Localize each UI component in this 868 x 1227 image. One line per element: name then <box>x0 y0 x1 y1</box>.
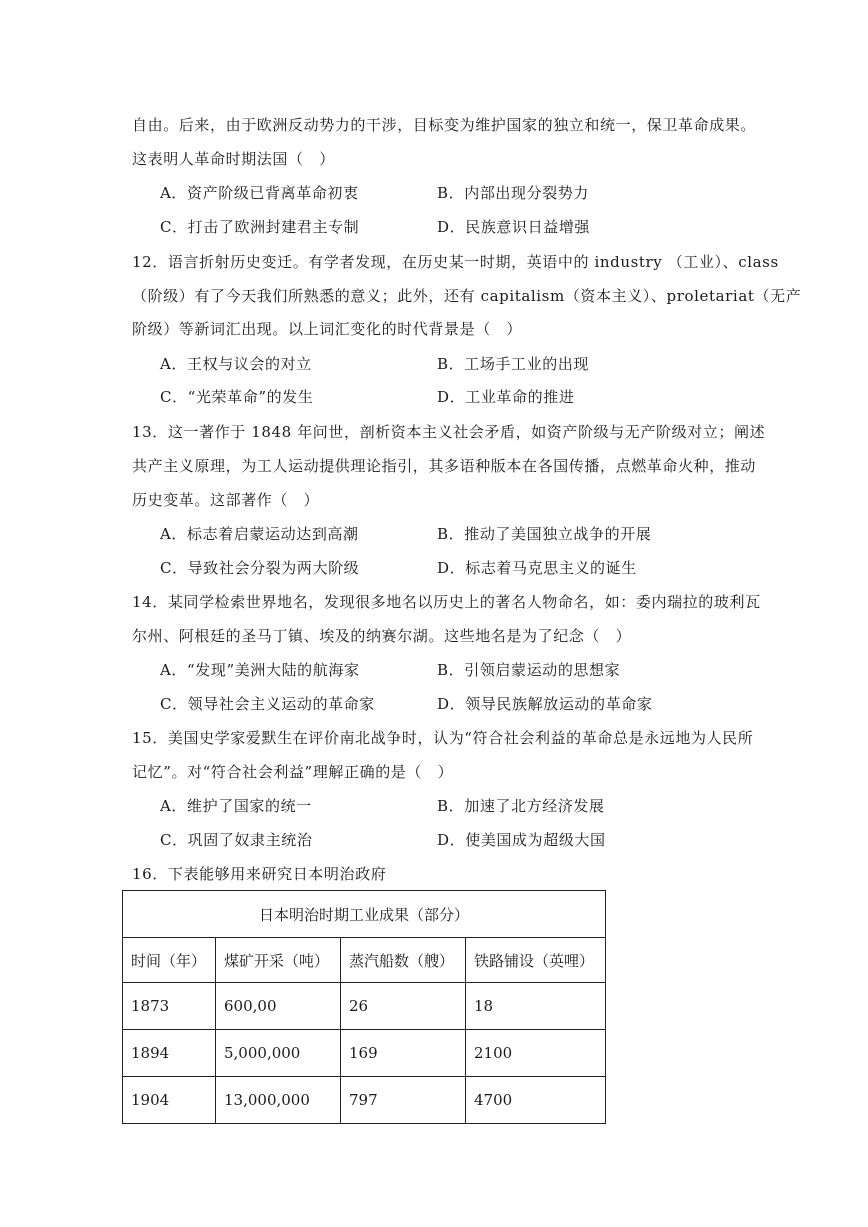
q11-option-c: C．打击了欧洲封建君主专制 <box>160 218 360 236</box>
q13-option-c: C．导致社会分裂为两大阶级 <box>160 559 360 577</box>
header-coal: 煤矿开采（吨） <box>216 938 341 983</box>
q14-option-c: C．领导社会主义运动的革命家 <box>160 695 375 713</box>
q15-option-a: A．维护了国家的统一 <box>160 797 312 815</box>
q11-option-a: A．资产阶级已背离革命初衷 <box>160 184 359 202</box>
cell-coal: 5,000,000 <box>216 1030 341 1077</box>
header-year: 时间（年） <box>123 938 216 983</box>
q11-text-line-1: 自由。后来，由于欧洲反动势力的干涉，目标变为维护国家的独立和统一，保卫革命成果。 <box>132 116 757 134</box>
q12-text-line-3: 阶级）等新词汇出现。以上词汇变化的时代背景是（ ） <box>132 320 523 338</box>
table-row <box>123 1030 606 1077</box>
q16-text-line-1: 16．下表能够用来研究日本明治政府 <box>132 865 387 883</box>
cell-year: 1904 <box>123 1077 216 1124</box>
q12-text-line-2: （阶级）有了今天我们所熟悉的意义；此外，还有 capitalism（资本主义）、proletariat（无产 <box>132 287 802 305</box>
q13-option-b: B．推动了美国独立战争的开展 <box>437 525 652 543</box>
cell-coal: 600,00 <box>216 983 341 1030</box>
table-header-row <box>123 938 606 983</box>
q15-option-b: B．加速了北方经济发展 <box>437 797 605 815</box>
cell-coal: 13,000,000 <box>216 1077 341 1124</box>
cell-year: 1894 <box>123 1030 216 1077</box>
q14-option-d: D．领导民族解放运动的革命家 <box>437 695 653 713</box>
header-steamships: 蒸汽船数（艘） <box>341 938 466 983</box>
q13-option-a: A．标志着启蒙运动达到高潮 <box>160 525 359 543</box>
q12-text-line-1: 12．语言折射历史变迁。有学者发现，在历史某一时期，英语中的 industry （工业）、class <box>132 253 779 271</box>
q11-option-b: B．内部出现分裂势力 <box>437 184 590 202</box>
cell-steamships: 169 <box>341 1030 466 1077</box>
q11-option-d: D．民族意识日益增强 <box>437 218 591 236</box>
cell-railway: 4700 <box>466 1077 606 1124</box>
cell-steamships: 26 <box>341 983 466 1030</box>
table-row <box>123 1077 606 1124</box>
q13-option-d: D．标志着马克思主义的诞生 <box>437 559 637 577</box>
q11-text-line-2: 这表明人革命时期法国（ ） <box>132 150 335 168</box>
q14-text-line-2: 尔州、阿根廷的圣马丁镇、埃及的纳赛尔湖。这些地名是为了纪念（ ） <box>132 627 632 645</box>
q15-text-line-2: 记忆”。对“符合社会利益”理解正确的是（ ） <box>132 763 454 781</box>
q15-option-c: C．巩固了奴隶主统治 <box>160 831 313 849</box>
q13-text-line-3: 历史变革。这部著作（ ） <box>132 491 320 509</box>
q15-option-d: D．使美国成为超级大国 <box>437 831 606 849</box>
cell-year: 1873 <box>123 983 216 1030</box>
q12-option-b: B．工场手工业的出现 <box>437 355 590 373</box>
meiji-industry-table <box>122 890 606 1124</box>
cell-railway: 18 <box>466 983 606 1030</box>
q14-text-line-1: 14．某同学检索世界地名，发现很多地名以历史上的著名人物命名，如：委内瑞拉的玻利瓦 <box>132 593 761 611</box>
header-railway: 铁路铺设（英哩） <box>466 938 606 983</box>
q14-option-a: A．“发现”美洲大陆的航海家 <box>160 661 360 679</box>
q12-option-c: C．“光荣革命”的发生 <box>160 388 314 406</box>
q13-text-line-2: 共产主义原理，为工人运动提供理论指引，其多语种版本在各国传播，点燃革命火种，推动 <box>132 457 757 475</box>
q15-text-line-1: 15．美国史学家爱默生在评价南北战争时，认为“符合社会利益的革命总是永远地为人民所 <box>132 729 754 747</box>
cell-steamships: 797 <box>341 1077 466 1124</box>
q13-text-line-1: 13．这一著作于 1848 年问世，剖析资本主义社会矛盾，如资产阶级与无产阶级对立；阐述 <box>132 423 766 441</box>
table-row <box>123 983 606 1030</box>
cell-railway: 2100 <box>466 1030 606 1077</box>
q12-option-d: D．工业革命的推进 <box>437 388 575 406</box>
q14-option-b: B．引领启蒙运动的思想家 <box>437 661 621 679</box>
table-caption: 日本明治时期工业成果（部分） <box>123 891 606 938</box>
q12-option-a: A．王权与议会的对立 <box>160 355 312 373</box>
